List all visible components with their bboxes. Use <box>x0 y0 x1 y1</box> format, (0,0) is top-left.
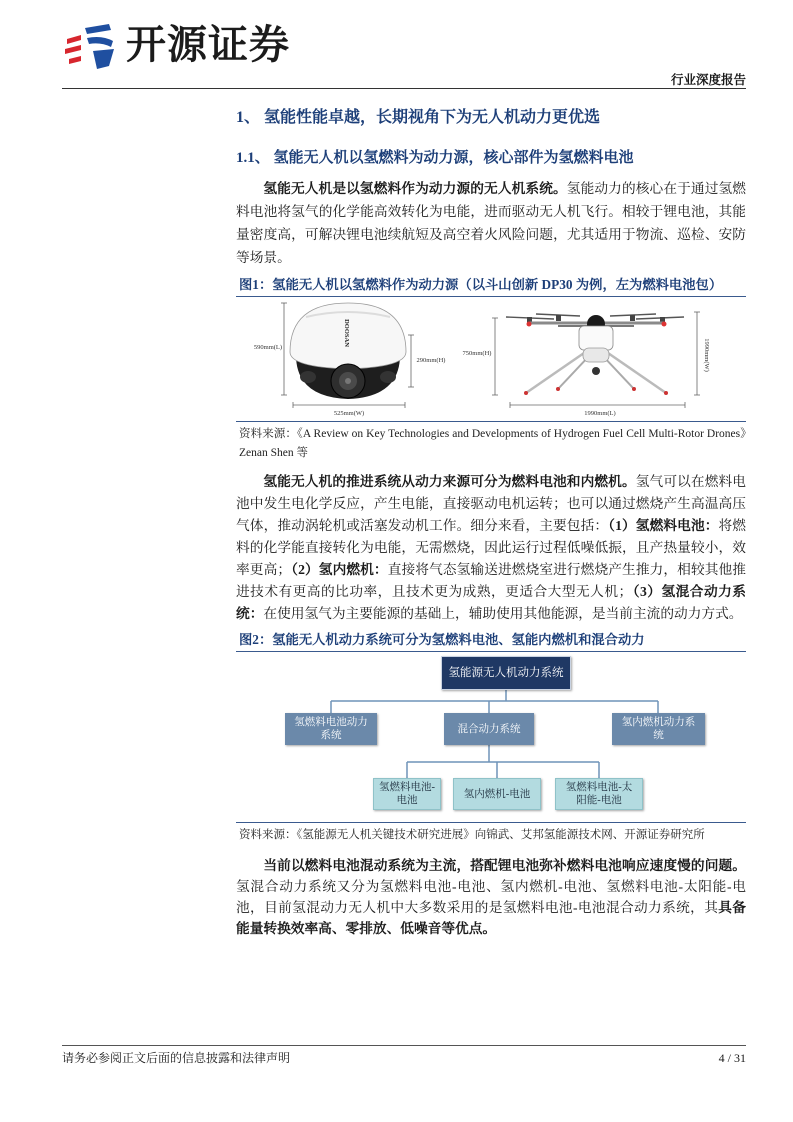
header-divider <box>62 88 746 89</box>
motor <box>630 315 635 321</box>
text-run: 在使用氢气为主要能源的基础上，辅助使用其他能源，是当前主流的动力方式。 <box>263 606 743 621</box>
figure-1-source: 资料来源：《A Review on Key Technologies and Developments of Hydrogen Fuel Cell Multi-Rotor Drones》Zenan Shen 等 <box>236 421 746 463</box>
drone-length-label: 1990mm(L) <box>584 410 616 417</box>
text-run: 氢混合动力系统又分为氢燃料电池-电池、氢内燃机-电池、氢燃料电池-太阳能-电池，目前氢混动力无人机中大多数采用的是氢燃料电池-电池混合动力系统，其 <box>236 879 746 915</box>
text-run: 氢能动力的核心在于通过氢燃料电池将氢气的化学能高效转化为电能，进而驱动无人机飞行。相较于锂电池，其能量密度高，可解决锂电池续航短及高空着火风险问题，尤其适用于物流、巡检、安防等场景。 <box>236 181 746 265</box>
emphasized-text-run: 具备能量转换效率高、零排放、低噪音等优点。 <box>236 900 746 936</box>
text-run: 氢气可以在燃料电池中发生电化学反应，产生电能，直接驱动电机运转；也可以通过燃烧产生高温高压气体，推动涡轮机或活塞发动机工作。细分来看，主要包括： <box>236 474 746 533</box>
diagram-branch-hybrid: 混合动力系统 <box>444 713 534 745</box>
pack-side-intake <box>300 371 316 383</box>
landing-foot <box>524 391 528 395</box>
diagram-leaf-fuel-cell-solar-battery: 氢燃料电池-太阳能-电池 <box>555 778 643 810</box>
landing-foot <box>664 391 668 395</box>
logo-blue-stroke <box>85 24 111 34</box>
pack-side-intake <box>380 371 396 383</box>
logo-red-bar <box>67 35 81 44</box>
pack-width-label: 525mm(W) <box>333 410 365 417</box>
camera-gimbal <box>592 367 600 375</box>
diagram-leaf-combustion-battery: 氢内燃机-电池 <box>453 778 541 810</box>
drone-height-label: 750mm(H) <box>462 350 492 357</box>
report-type-label: 行业深度报告 <box>670 73 746 87</box>
drone-width-label: 1990mm(W) <box>703 338 710 372</box>
section-heading: 1、 氢能性能卓越，长期视角下为无人机动力更优选 <box>236 109 601 126</box>
subsection-heading: 1.1、 氢能无人机以氢燃料为动力源，核心部件为氢燃料电池 <box>236 150 634 166</box>
brand-name: 开源证券 <box>126 22 290 68</box>
text-run: 直接将气态氢输送进燃烧室进行燃烧产生推力，相较其他推进技术有更高的比功率，且技术更为成熟，更适合大型无人机； <box>236 562 746 599</box>
pack-length-label: 590mm(L) <box>253 344 283 351</box>
emphasized-text-run: （3）氢混合动力系统： <box>236 584 746 621</box>
figure-1-caption: 图1：氢能无人机以氢燃料作为动力源（以斗山创新 DP30 为例，左为燃料电池包） <box>236 274 746 297</box>
pack-fan-center <box>345 378 351 384</box>
arm-tip-light <box>662 322 667 327</box>
emphasized-text-run: 氢能无人机的推进系统从动力来源可分为燃料电池和内燃机。 <box>263 474 636 489</box>
figure-2-caption: 图2：氢能无人机动力系统可分为氢燃料电池、氢能内燃机和混合动力 <box>236 629 746 652</box>
footer-divider <box>62 1045 746 1046</box>
emphasized-text-run: （1）氢燃料电池： <box>608 518 719 533</box>
main-content <box>236 105 746 939</box>
logo-blue-stroke <box>87 37 113 47</box>
arm-tip-light <box>527 322 532 327</box>
emphasized-text-run: （2）氢内燃机： <box>291 562 388 577</box>
figure-1-illustration <box>236 297 746 421</box>
power-system-diagram <box>236 652 746 822</box>
footer-disclaimer: 请务必参阅正文后面的信息披露和法律声明 <box>62 1051 291 1065</box>
motor <box>556 315 561 321</box>
landing-foot <box>556 387 560 391</box>
company-logo-icon <box>64 22 120 72</box>
emphasized-text-run: 当前以燃料电池混动系统为主流，搭配锂电池弥补燃料电池响应速度慢的问题。 <box>263 858 746 873</box>
emphasized-text-run: 氢能无人机是以氢燃料作为动力源的无人机系统。 <box>263 181 567 196</box>
diagram-branch-fuel-cell: 氢燃料电池动力系统 <box>285 713 377 745</box>
fuel-cell-pack-image <box>254 303 446 417</box>
logo-red-bar <box>65 45 81 54</box>
landing-leg <box>608 353 666 393</box>
paragraph-intro <box>236 177 746 269</box>
paragraph-propulsion <box>236 471 746 625</box>
text-run: 将燃料的化学能直接转化为电能，无需燃烧，因此运行过程低噪低振，且产热量较小，效率更高； <box>236 518 746 577</box>
drone-body <box>579 326 613 350</box>
page-number: 4 / 31 <box>718 1051 746 1065</box>
paragraph-hybrid <box>236 855 746 939</box>
pack-brand-mark: DOOSAN <box>343 319 350 347</box>
diagram-branch-combustion: 氢内燃机动力系统 <box>612 713 705 745</box>
logo-blue-stroke <box>93 49 114 69</box>
diagram-leaf-fuel-cell-battery: 氢燃料电池-电池 <box>373 778 441 810</box>
pack-height-label: 290mm(H) <box>416 357 446 364</box>
figure-2-source: 资料来源：《氢能源无人机关键技术研究进展》向锦武、艾邦氢能源技术网、开源证券研究所 <box>236 822 746 845</box>
landing-leg <box>526 353 584 393</box>
drone-image <box>463 312 710 417</box>
landing-foot <box>632 387 636 391</box>
hydrogen-tank <box>583 348 609 362</box>
diagram-root-node: 氢能源无人机动力系统 <box>441 656 571 690</box>
logo-red-bar <box>69 56 81 64</box>
